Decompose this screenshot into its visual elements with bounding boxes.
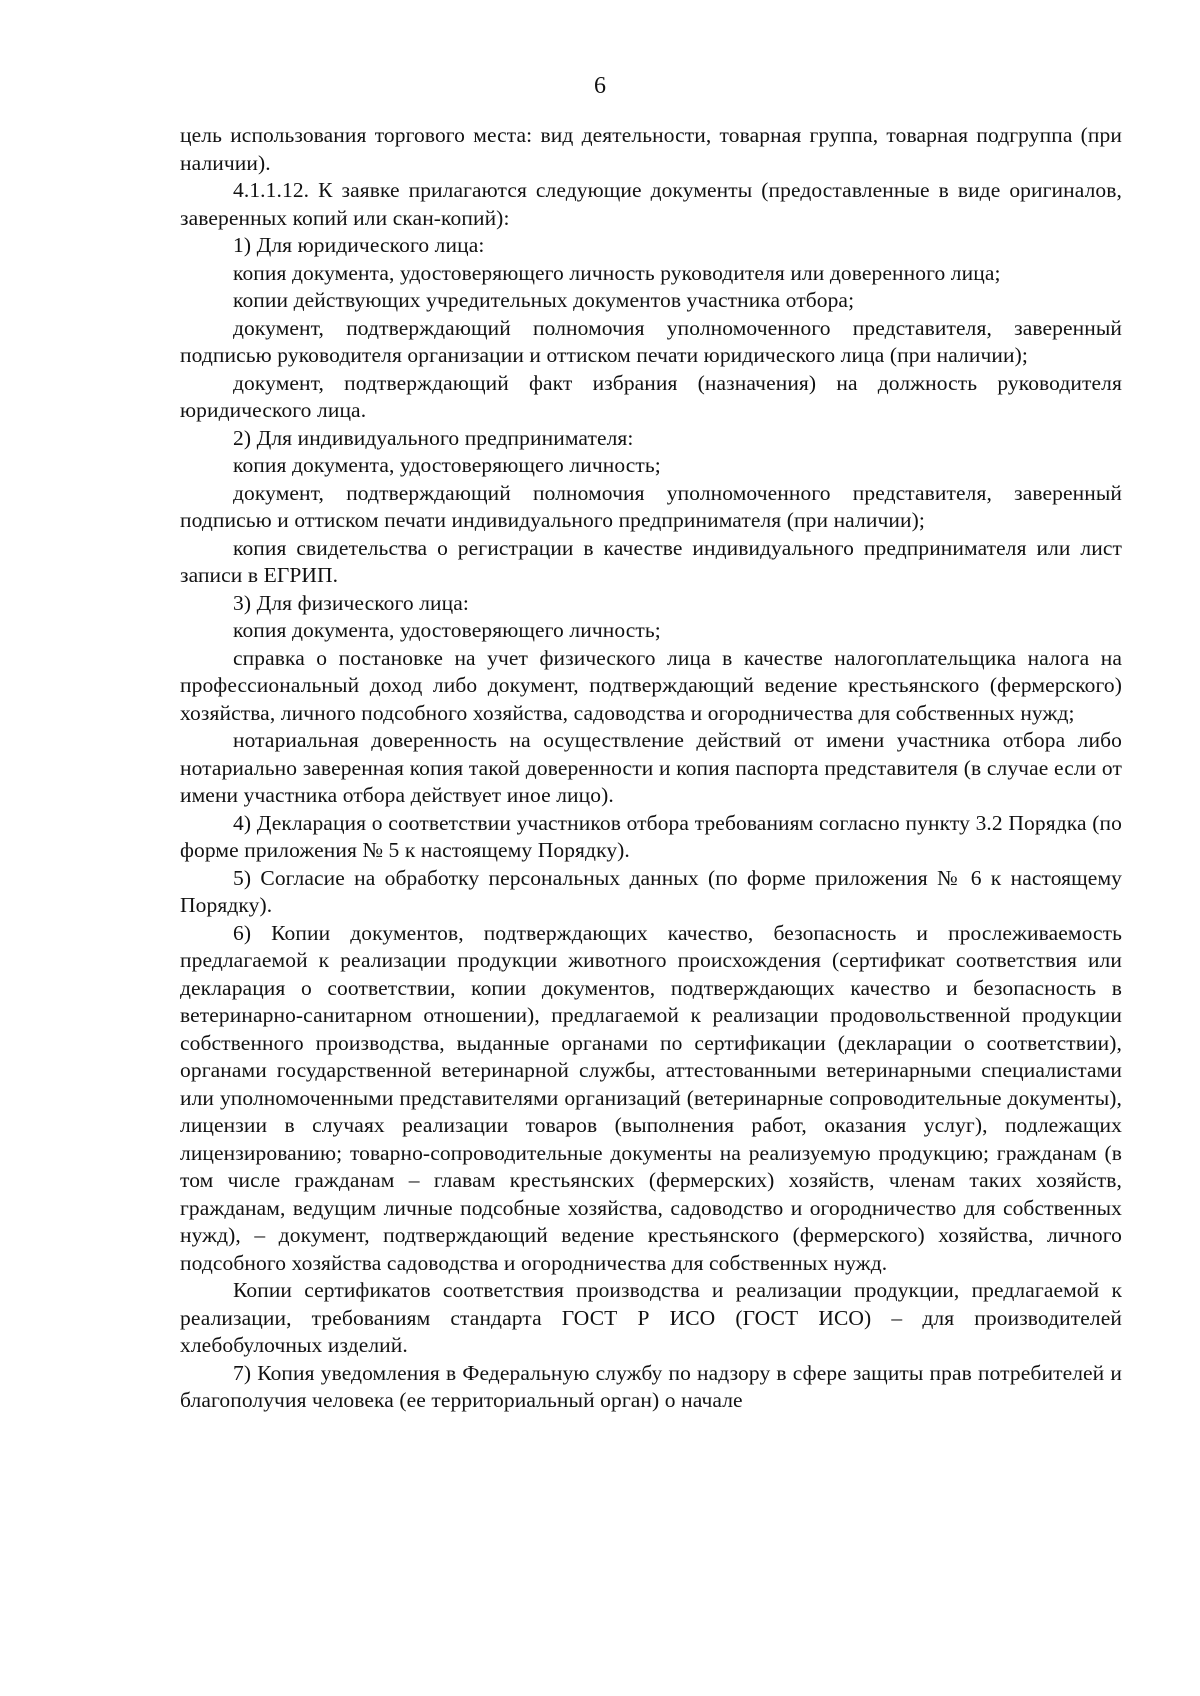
paragraph-rospotrebnadzor-notice: 7) Копия уведомления в Федеральную службу по надзору в сфере защиты прав потребителей и благополучия человека (ее территориальный орган) о начале <box>180 1360 1122 1412</box>
paragraph-legal-entity-authority: документ, подтверждающий полномочия уполномоченного представителя, заверенный подписью руководителя организации и оттиском печати юридического лица (при наличии); <box>180 315 1122 367</box>
paragraph-gost-certificates: Копии сертификатов соответствия производства и реализации продукции, предлагаемой к реализации, требованиям стандарта ГОСТ Р ИСО (ГОСТ ИСО) – для производителей хлебобулочных изделий. <box>180 1278 1122 1357</box>
paragraph-purpose-of-trading-place: цель использования торгового места: вид деятельности, товарная группа, товарная подгруппа (при наличии). <box>180 123 1122 175</box>
paragraph-entrepreneur-registration: копия свидетельства о регистрации в качестве индивидуального предпринимателя или лист записи в ЕГРИП. <box>180 535 1122 587</box>
paragraph-personal-data-consent: 5) Согласие на обработку персональных данных (по форме приложения № 6 к настоящему Порядку). <box>180 865 1122 917</box>
paragraph-entrepreneur-heading: 2) Для индивидуального предпринимателя: <box>233 425 634 450</box>
page-number: 6 <box>594 73 606 99</box>
paragraph-entrepreneur-id-copy: копия документа, удостоверяющего личность; <box>233 453 661 477</box>
paragraph-entrepreneur-authority: документ, подтверждающий полномочия уполномоченного представителя, заверенный подписью и оттиском печати индивидуального предпринимателя (при наличии); <box>180 480 1122 532</box>
paragraph-individual-id-copy: копия документа, удостоверяющего личность; <box>233 618 661 642</box>
paragraph-legal-entity-charter: копии действующих учредительных документов участника отбора; <box>233 288 855 312</box>
paragraph-quality-documents: 6) Копии документов, подтверждающих качество, безопасность и прослеживаемость предлагаемой к реализации продукции животного происхождения (сертификат соответствия или декларация о соответствии, копии документов, подтверждающих качество и безопасность в ветеринарно-санитарном отношении), предлагаемой к реализации продовольственной продукции собственного производства, выданные органами по сертификации (декларации о соответствии), органами государственной ветеринарной службы, аттестованными ветеринарными специалистами или уполномоченными представителями организаций (ветеринарные сопроводительные документы), лицензии в случаях реализации товаров (выполнения работ, оказания услуг), подлежащих лицензированию; товарно-сопроводительные документы на реализуемую продукцию; гражданам (в том числе гражданам – главам крестьянских (фермерских) хозяйств, членам таких хозяйств, гражданам, ведущим личные подсобные хозяйства, садоводство и огородничество для собственных нужд), – документ, подтверждающий ведение крестьянского (фермерского) хозяйства, личного подсобного хозяйства садоводства и огородничества для собственных нужд. <box>180 920 1122 1275</box>
paragraph-legal-entity-appointment: документ, подтверждающий факт избрания (назначения) на должность руководителя юридического лица. <box>180 370 1122 422</box>
paragraph-4-1-1-12: 4.1.1.12. К заявке прилагаются следующие документы (предоставленные в виде оригиналов, заверенных копий или скан-копий): <box>180 178 1122 230</box>
document-body <box>180 122 1122 1415</box>
paragraph-individual-power-of-attorney: нотариальная доверенность на осуществление действий от имени участника отбора либо нотариально заверенная копия такой доверенности и копия паспорта представителя (в случае если от имени участника отбора действует иное лицо). <box>180 728 1122 807</box>
paragraph-legal-entity-id-copy: копия документа, удостоверяющего личность руководителя или доверенного лица; <box>233 260 1001 285</box>
paragraph-individual-tax-certificate: справка о постановке на учет физического лица в качестве налогоплательщика налога на профессиональный доход либо документ, подтверждающий ведение крестьянского (фермерского) хозяйства, личного подсобного хозяйства, садоводства и огородничества для собственных нужд; <box>180 645 1122 725</box>
paragraph-legal-entity-heading: 1) Для юридического лица: <box>233 233 485 257</box>
paragraph-declaration: 4) Декларация о соответствии участников отбора требованиям согласно пункту 3.2 Порядка (по форме приложения № 5 к настоящему Порядку). <box>180 810 1122 862</box>
paragraph-individual-heading: 3) Для физического лица: <box>233 590 469 615</box>
